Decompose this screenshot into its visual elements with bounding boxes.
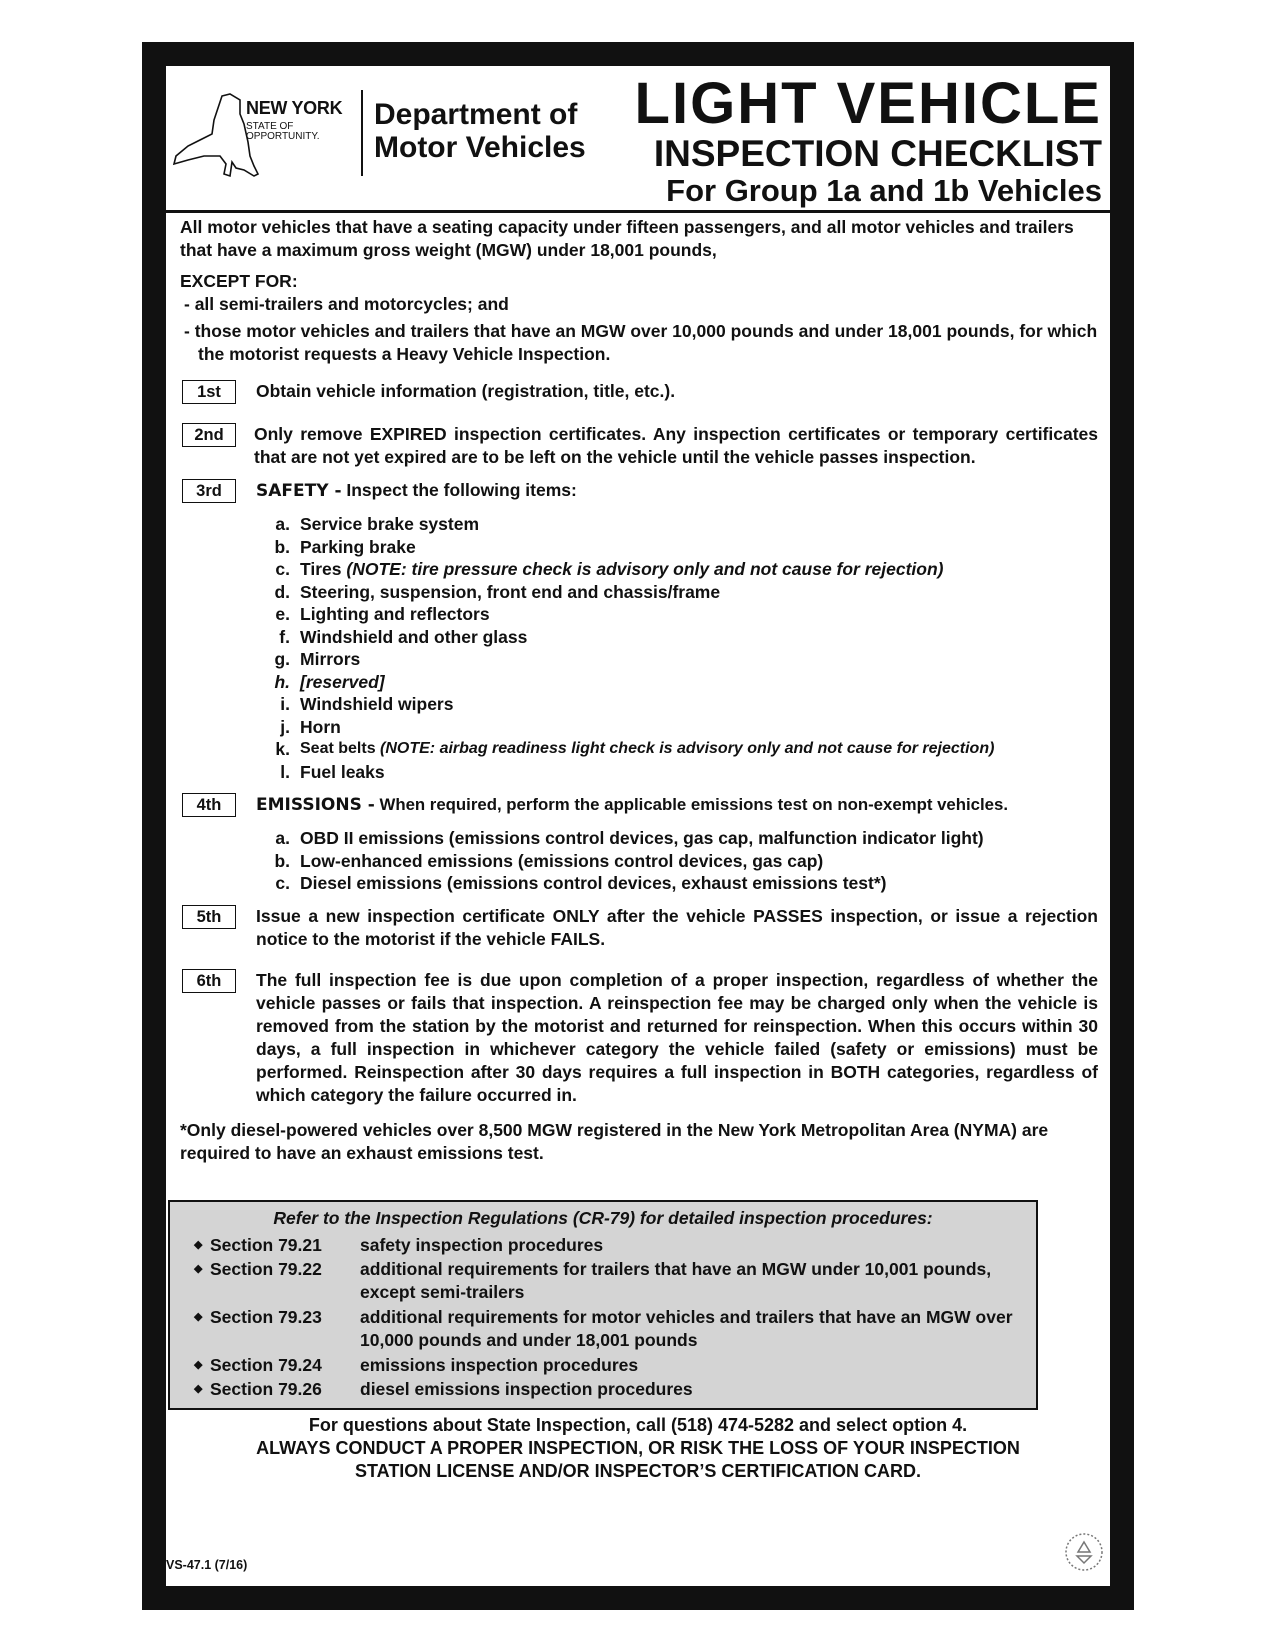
intro-text: All motor vehicles that have a seating capacity under fifteen passengers, and all motor vehicles and trailers that have a maximum gross weight (MGW) under 18,001 pounds, [180, 217, 1074, 260]
item-text: Service brake system [300, 514, 480, 534]
step-badge: 5th [182, 905, 236, 929]
step-heading: SAFETY - [256, 481, 342, 501]
step-3-safety [180, 479, 1098, 503]
item-note: (NOTE: tire pressure check is advisory only and not cause for rejection) [346, 559, 944, 579]
diamond-bullet-icon: ◆ [194, 1383, 203, 1395]
list-item [180, 716, 1098, 739]
item-text: [reserved] [300, 671, 385, 692]
step-badge: 3rd [182, 479, 236, 503]
item-letter: d. [274, 581, 290, 602]
item-letter: a. [275, 514, 290, 534]
item-text: Diesel emissions (emissions control devices, exhaust emissions test*) [300, 873, 887, 893]
diamond-bullet-icon: ◆ [194, 1311, 203, 1323]
item-text: Tires [300, 559, 347, 579]
list-item [180, 872, 1098, 895]
title-line-1: LIGHT VEHICLE [634, 71, 1102, 136]
item-letter: c. [275, 559, 290, 579]
section-number: Section 79.23 [210, 1307, 322, 1327]
item-letter: h. [274, 671, 290, 692]
step-1 [180, 380, 1098, 403]
except-item: - those motor vehicles and trailers that have an MGW over 10,000 pounds and under 18,001 pounds, for which the motorist requests a Heavy Vehicle Inspection. [184, 321, 1098, 364]
footer-warning-2: STATION LICENSE AND/OR INSPECTOR’S CERTIFICATION CARD. [354, 1461, 921, 1481]
title-line-2: INSPECTION CHECKLIST [653, 133, 1102, 174]
section-number: Section 79.21 [210, 1235, 322, 1255]
item-text: Low-enhanced emissions (emissions control devices, gas cap) [300, 850, 824, 871]
header [166, 66, 1110, 213]
list-item [180, 581, 1098, 604]
list-item [180, 671, 1098, 694]
section-description: emissions inspection procedures [360, 1355, 639, 1375]
recycle-icon [1064, 1532, 1104, 1572]
item-letter: a. [275, 828, 290, 848]
list-item [180, 850, 1098, 873]
item-letter: c. [275, 873, 290, 893]
step-badge: 4th [182, 793, 236, 817]
safety-items-list [180, 513, 1098, 783]
step-5 [180, 905, 1098, 951]
item-letter: g. [274, 649, 290, 669]
step-badge: 1st [182, 380, 236, 404]
footer-contact: For questions about State Inspection, call (518) 474-5282 and select option 4. [308, 1415, 968, 1435]
footer-warning-1: ALWAYS CONDUCT A PROPER INSPECTION, OR RISK THE LOSS OF YOUR INSPECTION [256, 1438, 1020, 1458]
item-letter: b. [274, 850, 290, 871]
item-text: Horn [300, 716, 341, 737]
step-heading: EMISSIONS - [256, 795, 375, 815]
diamond-bullet-icon: ◆ [194, 1263, 203, 1275]
item-text: Fuel leaks [300, 761, 385, 782]
step-text: Inspect the following items: [341, 480, 577, 500]
step-text: Issue a new inspection certificate ONLY after the vehicle PASSES inspection, or issue a rejection notice to the motorist if the vehicle FAILS. [256, 905, 1098, 949]
regulations-reference-box [168, 1200, 1038, 1410]
item-letter: k. [275, 739, 290, 759]
list-item [180, 558, 1098, 581]
list-item [180, 827, 1098, 850]
step-text: When required, perform the applicable emissions test on non-exempt vehicles. [374, 795, 1008, 814]
except-heading: EXCEPT FOR: [180, 271, 298, 291]
step-6 [180, 969, 1098, 1107]
section-description: additional requirements for motor vehicles and trailers that have an MGW over 10,000 pounds and under 18,001 pounds [360, 1307, 1013, 1350]
department-name: Department of Motor Vehicles [374, 98, 586, 164]
item-letter: e. [275, 604, 290, 624]
list-item [180, 603, 1098, 626]
ny-logo-tagline: STATE OF OPPORTUNITY. [246, 121, 320, 142]
item-text: OBD II emissions (emissions control devices, gas cap, malfunction indicator light) [300, 828, 984, 848]
emissions-items-list [180, 827, 1098, 895]
item-letter: j. [280, 716, 290, 737]
item-letter: f. [279, 626, 290, 647]
logo-divider [361, 90, 363, 176]
item-text: Mirrors [300, 649, 361, 669]
checklist-body [180, 216, 1098, 1165]
section-description: safety inspection procedures [360, 1235, 604, 1255]
step-4-emissions [180, 793, 1098, 817]
item-text: Parking brake [300, 536, 416, 557]
item-note: (NOTE: airbag readiness light check is advisory only and not cause for rejection) [380, 740, 995, 757]
item-text: Windshield and other glass [300, 626, 528, 647]
list-item [180, 738, 1098, 761]
item-text: Windshield wipers [300, 694, 454, 714]
ny-logo-word: NEW YORK [246, 98, 343, 118]
item-letter: i. [280, 694, 290, 714]
diamond-bullet-icon: ◆ [194, 1359, 203, 1371]
form-number: VS-47.1 (7/16) [166, 1558, 248, 1572]
step-2 [180, 423, 1098, 469]
item-letter: b. [274, 536, 290, 557]
item-text: Steering, suspension, front end and chassis/frame [300, 581, 721, 602]
step-text: The full inspection fee is due upon completion of a proper inspection, regardless of whether the vehicle passes or fails that inspection. A reinspection fee may be charged only when the vehicle is removed from the station by the motorist and returned for reinspection. When this occurs within 30 days, a full inspection in whichever category the vehicle failed (safety or emissions) must be performed. Reinspection after 30 days requires a full inspection in BOTH categories, regardless of which category the failure occurred in. [256, 969, 1098, 1105]
list-item [180, 626, 1098, 649]
section-number: Section 79.26 [210, 1379, 322, 1399]
section-number: Section 79.22 [210, 1259, 322, 1279]
section-description: diesel emissions inspection procedures [360, 1379, 693, 1399]
list-item [180, 513, 1098, 536]
step-text: Only remove EXPIRED inspection certificates. Any inspection certificates or temporary certificates that are not yet expired are to be left on the vehicle until the vehicle passes inspection. [254, 424, 1098, 467]
title-line-3: For Group 1a and 1b Vehicles [666, 173, 1102, 208]
diamond-bullet-icon: ◆ [194, 1239, 203, 1251]
section-number: Section 79.24 [210, 1355, 322, 1375]
footer [166, 1414, 1110, 1483]
checklist-page [166, 66, 1110, 1586]
step-text: Obtain vehicle information (registration, title, etc.). [256, 381, 676, 401]
list-item [180, 693, 1098, 716]
item-text: Seat belts [300, 740, 381, 757]
except-item: - all semi-trailers and motorcycles; and [184, 294, 509, 314]
item-text: Lighting and reflectors [300, 604, 490, 624]
item-letter: l. [280, 761, 290, 782]
list-item [180, 761, 1098, 784]
step-badge: 2nd [182, 423, 236, 447]
section-description: additional requirements for trailers that have an MGW under 10,001 pounds, except semi-trailers [360, 1259, 992, 1302]
list-item [180, 648, 1098, 671]
step-badge: 6th [182, 969, 236, 993]
reference-title: Refer to the Inspection Regulations (CR-79) for detailed inspection procedures: [273, 1208, 933, 1228]
list-item [180, 536, 1098, 559]
footnote: *Only diesel-powered vehicles over 8,500 MGW registered in the New York Metropolitan Area (NYMA) are required to have an exhaust emissions test. [180, 1119, 1049, 1163]
